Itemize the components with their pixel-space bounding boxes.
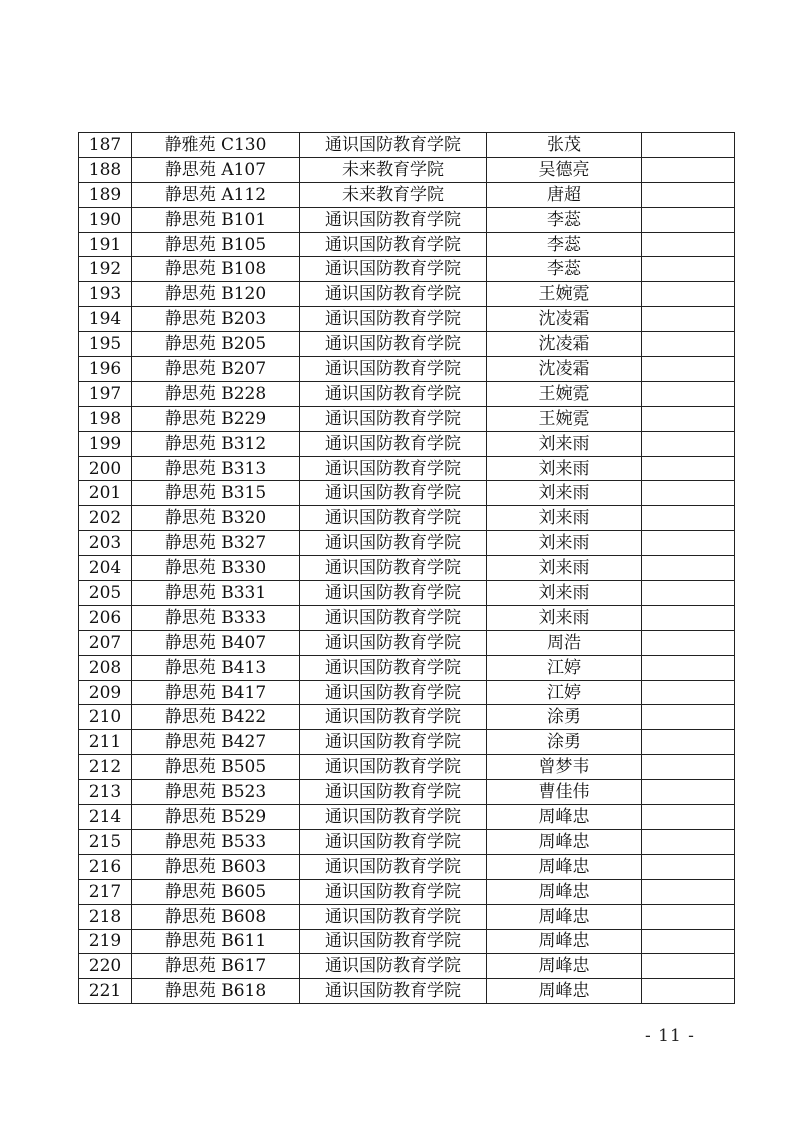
room-cell: 静思苑 B228 — [132, 381, 300, 406]
remark-cell — [642, 581, 735, 606]
row-number-cell: 212 — [79, 755, 132, 780]
table-row — [79, 182, 735, 207]
table-row — [79, 257, 735, 282]
row-number-cell: 188 — [79, 157, 132, 182]
table-body — [79, 133, 735, 1004]
room-cell: 静思苑 B427 — [132, 730, 300, 755]
manager-name-cell: 李蕊 — [487, 232, 642, 257]
college-cell: 通识国防教育学院 — [300, 506, 487, 531]
table-row — [79, 805, 735, 830]
manager-name-cell: 曾梦韦 — [487, 755, 642, 780]
room-cell: 静思苑 B331 — [132, 581, 300, 606]
manager-name-cell: 周峰忠 — [487, 954, 642, 979]
manager-name-cell: 王婉霓 — [487, 381, 642, 406]
remark-cell — [642, 605, 735, 630]
manager-name-cell: 刘来雨 — [487, 581, 642, 606]
remark-cell — [642, 531, 735, 556]
college-cell: 通识国防教育学院 — [300, 207, 487, 232]
table-row — [79, 879, 735, 904]
row-number-cell: 205 — [79, 581, 132, 606]
row-number-cell: 202 — [79, 506, 132, 531]
remark-cell — [642, 829, 735, 854]
remark-cell — [642, 481, 735, 506]
room-cell: 静思苑 B330 — [132, 556, 300, 581]
table-row — [79, 431, 735, 456]
college-cell: 通识国防教育学院 — [300, 332, 487, 357]
manager-name-cell: 周峰忠 — [487, 805, 642, 830]
college-cell: 通识国防教育学院 — [300, 605, 487, 630]
manager-name-cell: 江婷 — [487, 680, 642, 705]
remark-cell — [642, 904, 735, 929]
manager-name-cell: 曹佳伟 — [487, 780, 642, 805]
room-cell: 静思苑 B523 — [132, 780, 300, 805]
remark-cell — [642, 755, 735, 780]
room-cell: 静思苑 B611 — [132, 929, 300, 954]
remark-cell — [642, 232, 735, 257]
table-row — [79, 481, 735, 506]
room-cell: 静思苑 B422 — [132, 705, 300, 730]
row-number-cell: 211 — [79, 730, 132, 755]
room-cell: 静思苑 B529 — [132, 805, 300, 830]
remark-cell — [642, 680, 735, 705]
room-cell: 静思苑 B229 — [132, 406, 300, 431]
room-cell: 静思苑 A112 — [132, 182, 300, 207]
college-cell: 未来教育学院 — [300, 182, 487, 207]
college-cell: 通识国防教育学院 — [300, 805, 487, 830]
row-number-cell: 218 — [79, 904, 132, 929]
college-cell: 通识国防教育学院 — [300, 705, 487, 730]
table-row — [79, 406, 735, 431]
table-row — [79, 730, 735, 755]
college-cell: 未来教育学院 — [300, 157, 487, 182]
remark-cell — [642, 879, 735, 904]
room-cell: 静思苑 B312 — [132, 431, 300, 456]
college-cell: 通识国防教育学院 — [300, 257, 487, 282]
remark-cell — [642, 929, 735, 954]
room-cell: 静思苑 B413 — [132, 655, 300, 680]
remark-cell — [642, 630, 735, 655]
row-number-cell: 201 — [79, 481, 132, 506]
remark-cell — [642, 431, 735, 456]
room-cell: 静思苑 B108 — [132, 257, 300, 282]
table-row — [79, 207, 735, 232]
college-cell: 通识国防教育学院 — [300, 904, 487, 929]
remark-cell — [642, 705, 735, 730]
manager-name-cell: 江婷 — [487, 655, 642, 680]
room-cell: 静思苑 B105 — [132, 232, 300, 257]
remark-cell — [642, 556, 735, 581]
row-number-cell: 200 — [79, 456, 132, 481]
manager-name-cell: 周峰忠 — [487, 929, 642, 954]
row-number-cell: 193 — [79, 282, 132, 307]
row-number-cell: 192 — [79, 257, 132, 282]
room-cell: 静思苑 B313 — [132, 456, 300, 481]
remark-cell — [642, 182, 735, 207]
row-number-cell: 195 — [79, 332, 132, 357]
room-cell: 静思苑 B605 — [132, 879, 300, 904]
row-number-cell: 217 — [79, 879, 132, 904]
row-number-cell: 190 — [79, 207, 132, 232]
row-number-cell: 194 — [79, 307, 132, 332]
room-cell: 静思苑 B617 — [132, 954, 300, 979]
remark-cell — [642, 655, 735, 680]
college-cell: 通识国防教育学院 — [300, 780, 487, 805]
college-cell: 通识国防教育学院 — [300, 829, 487, 854]
remark-cell — [642, 954, 735, 979]
manager-name-cell: 吴德亮 — [487, 157, 642, 182]
room-cell: 静思苑 B101 — [132, 207, 300, 232]
manager-name-cell: 周浩 — [487, 630, 642, 655]
manager-name-cell: 周峰忠 — [487, 979, 642, 1004]
row-number-cell: 189 — [79, 182, 132, 207]
row-number-cell: 204 — [79, 556, 132, 581]
manager-name-cell: 涂勇 — [487, 705, 642, 730]
table-row — [79, 829, 735, 854]
college-cell: 通识国防教育学院 — [300, 481, 487, 506]
page-number: - 11 - — [645, 1026, 695, 1046]
manager-name-cell: 唐超 — [487, 182, 642, 207]
table-row — [79, 133, 735, 158]
college-cell: 通识国防教育学院 — [300, 581, 487, 606]
college-cell: 通识国防教育学院 — [300, 655, 487, 680]
college-cell: 通识国防教育学院 — [300, 879, 487, 904]
college-cell: 通识国防教育学院 — [300, 133, 487, 158]
remark-cell — [642, 257, 735, 282]
college-cell: 通识国防教育学院 — [300, 531, 487, 556]
remark-cell — [642, 207, 735, 232]
manager-name-cell: 张茂 — [487, 133, 642, 158]
remark-cell — [642, 780, 735, 805]
manager-name-cell: 李蕊 — [487, 257, 642, 282]
college-cell: 通识国防教育学院 — [300, 556, 487, 581]
row-number-cell: 210 — [79, 705, 132, 730]
manager-name-cell: 刘来雨 — [487, 531, 642, 556]
table-row — [79, 531, 735, 556]
remark-cell — [642, 506, 735, 531]
manager-name-cell: 王婉霓 — [487, 282, 642, 307]
row-number-cell: 208 — [79, 655, 132, 680]
college-cell: 通识国防教育学院 — [300, 979, 487, 1004]
college-cell: 通识国防教育学院 — [300, 282, 487, 307]
remark-cell — [642, 381, 735, 406]
row-number-cell: 215 — [79, 829, 132, 854]
row-number-cell: 213 — [79, 780, 132, 805]
row-number-cell: 187 — [79, 133, 132, 158]
table-row — [79, 954, 735, 979]
remark-cell — [642, 805, 735, 830]
table-row — [79, 556, 735, 581]
manager-name-cell: 周峰忠 — [487, 904, 642, 929]
table-row — [79, 357, 735, 382]
college-cell: 通识国防教育学院 — [300, 730, 487, 755]
manager-name-cell: 沈凌霜 — [487, 307, 642, 332]
row-number-cell: 216 — [79, 854, 132, 879]
remark-cell — [642, 133, 735, 158]
college-cell: 通识国防教育学院 — [300, 406, 487, 431]
remark-cell — [642, 979, 735, 1004]
room-cell: 静思苑 B120 — [132, 282, 300, 307]
college-cell: 通识国防教育学院 — [300, 357, 487, 382]
table-row — [79, 929, 735, 954]
remark-cell — [642, 157, 735, 182]
room-cell: 静雅苑 C130 — [132, 133, 300, 158]
college-cell: 通识国防教育学院 — [300, 854, 487, 879]
college-cell: 通识国防教育学院 — [300, 232, 487, 257]
room-cell: 静思苑 B203 — [132, 307, 300, 332]
row-number-cell: 191 — [79, 232, 132, 257]
room-cell: 静思苑 B505 — [132, 755, 300, 780]
table-row — [79, 307, 735, 332]
college-cell: 通识国防教育学院 — [300, 755, 487, 780]
table-row — [79, 381, 735, 406]
college-cell: 通识国防教育学院 — [300, 630, 487, 655]
remark-cell — [642, 332, 735, 357]
table-row — [79, 780, 735, 805]
room-cell: 静思苑 B407 — [132, 630, 300, 655]
room-cell: 静思苑 B327 — [132, 531, 300, 556]
room-cell: 静思苑 B320 — [132, 506, 300, 531]
row-number-cell: 207 — [79, 630, 132, 655]
remark-cell — [642, 307, 735, 332]
table-row — [79, 630, 735, 655]
table-row — [79, 655, 735, 680]
table-row — [79, 755, 735, 780]
remark-cell — [642, 357, 735, 382]
manager-name-cell: 刘来雨 — [487, 556, 642, 581]
manager-name-cell: 周峰忠 — [487, 879, 642, 904]
remark-cell — [642, 456, 735, 481]
row-number-cell: 198 — [79, 406, 132, 431]
manager-name-cell: 周峰忠 — [487, 829, 642, 854]
room-cell: 静思苑 B533 — [132, 829, 300, 854]
table-row — [79, 456, 735, 481]
room-cell: 静思苑 B603 — [132, 854, 300, 879]
manager-name-cell: 涂勇 — [487, 730, 642, 755]
manager-name-cell: 刘来雨 — [487, 506, 642, 531]
dormitory-assignment-table — [78, 132, 735, 1004]
row-number-cell: 220 — [79, 954, 132, 979]
table-row — [79, 232, 735, 257]
table-row — [79, 157, 735, 182]
row-number-cell: 206 — [79, 605, 132, 630]
table-row — [79, 680, 735, 705]
remark-cell — [642, 854, 735, 879]
manager-name-cell: 沈凌霜 — [487, 332, 642, 357]
row-number-cell: 219 — [79, 929, 132, 954]
table-row — [79, 332, 735, 357]
manager-name-cell: 刘来雨 — [487, 456, 642, 481]
manager-name-cell: 刘来雨 — [487, 431, 642, 456]
room-cell: 静思苑 A107 — [132, 157, 300, 182]
college-cell: 通识国防教育学院 — [300, 680, 487, 705]
table-row — [79, 705, 735, 730]
college-cell: 通识国防教育学院 — [300, 307, 487, 332]
room-cell: 静思苑 B205 — [132, 332, 300, 357]
table-row — [79, 854, 735, 879]
manager-name-cell: 沈凌霜 — [487, 357, 642, 382]
college-cell: 通识国防教育学院 — [300, 381, 487, 406]
college-cell: 通识国防教育学院 — [300, 431, 487, 456]
table-row — [79, 605, 735, 630]
college-cell: 通识国防教育学院 — [300, 954, 487, 979]
row-number-cell: 203 — [79, 531, 132, 556]
row-number-cell: 214 — [79, 805, 132, 830]
manager-name-cell: 王婉霓 — [487, 406, 642, 431]
row-number-cell: 196 — [79, 357, 132, 382]
manager-name-cell: 周峰忠 — [487, 854, 642, 879]
room-cell: 静思苑 B618 — [132, 979, 300, 1004]
college-cell: 通识国防教育学院 — [300, 929, 487, 954]
row-number-cell: 197 — [79, 381, 132, 406]
table-row — [79, 904, 735, 929]
manager-name-cell: 李蕊 — [487, 207, 642, 232]
manager-name-cell: 刘来雨 — [487, 605, 642, 630]
room-cell: 静思苑 B417 — [132, 680, 300, 705]
room-cell: 静思苑 B315 — [132, 481, 300, 506]
college-cell: 通识国防教育学院 — [300, 456, 487, 481]
room-cell: 静思苑 B608 — [132, 904, 300, 929]
room-cell: 静思苑 B333 — [132, 605, 300, 630]
remark-cell — [642, 406, 735, 431]
room-cell: 静思苑 B207 — [132, 357, 300, 382]
table-row — [79, 506, 735, 531]
remark-cell — [642, 730, 735, 755]
row-number-cell: 209 — [79, 680, 132, 705]
row-number-cell: 221 — [79, 979, 132, 1004]
table-row — [79, 282, 735, 307]
remark-cell — [642, 282, 735, 307]
manager-name-cell: 刘来雨 — [487, 481, 642, 506]
row-number-cell: 199 — [79, 431, 132, 456]
table-row — [79, 581, 735, 606]
table-row — [79, 979, 735, 1004]
